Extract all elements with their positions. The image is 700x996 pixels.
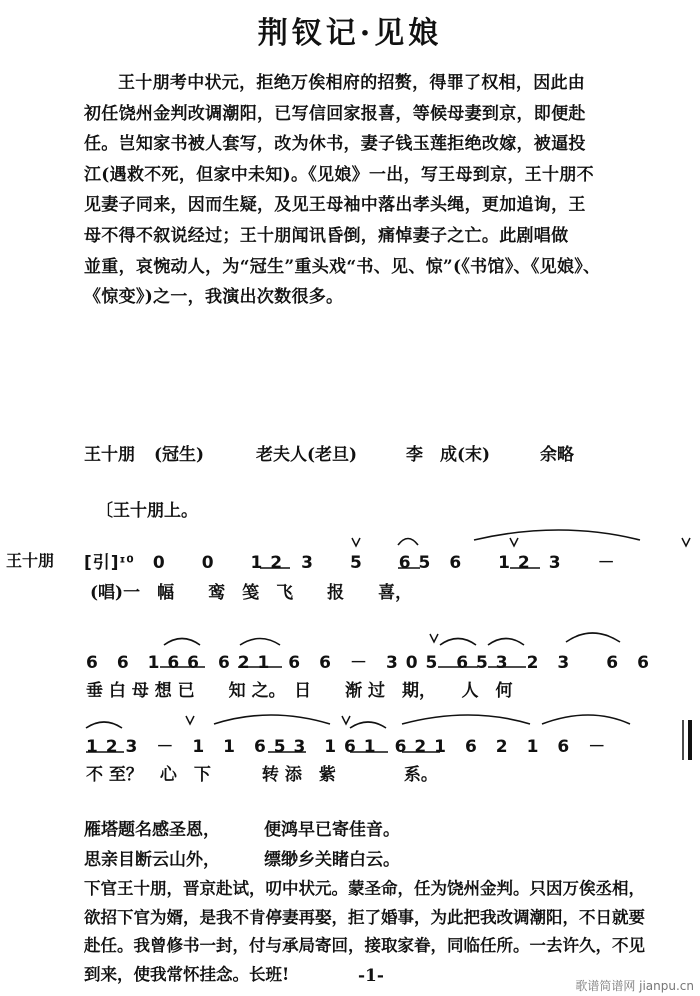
intro-line: 母不得不叙说经过；王十朋闻讯昏倒，痛悼妻子之亡。此剧唱做	[84, 225, 569, 246]
notation-row-3: 1 2 3 － 1 1 6 5 3 1 6 1 6 2 1 6 2 1 6 －	[86, 737, 607, 757]
slur-mark	[240, 639, 280, 646]
prose-block	[84, 875, 696, 989]
page-title: 荆钗记·见娘	[257, 16, 443, 51]
slur-mark	[440, 639, 476, 646]
intro-line: 王十朋考中状元，拒绝万俟相府的招赘，得罪了权相，因此由	[118, 73, 586, 93]
breath-mark	[682, 538, 690, 546]
cast-note: 余略	[540, 445, 574, 465]
page-number: -1-	[358, 966, 384, 986]
slur-mark	[542, 715, 630, 724]
intro-line: 江(遇救不死，但家中未知)。《见娘》一出，写王母到京，王十朋不	[84, 164, 594, 185]
cast-name-laofuren: 老夫人(老旦)	[256, 445, 358, 465]
slur-mark	[86, 722, 122, 728]
slur-mark	[398, 539, 418, 546]
verse-block	[84, 815, 400, 875]
stage-direction: 〔王十朋上。	[96, 501, 198, 521]
lyric-row-3: 不 至？ 心 下 转 添 紫 系。	[86, 765, 438, 785]
verse-line-1	[84, 815, 400, 845]
verse-line-2a: 思亲目断云山外，	[84, 850, 220, 870]
slur-mark	[214, 715, 330, 724]
lyric-row-2: 垂 白 母 想 已 知 之。 日 渐 过 期， 人 何	[86, 681, 513, 701]
notation-row-1: [引]ᶦ⁰ 0 0 1 2 3 5 6 5 6 1 2 3 －	[84, 553, 616, 573]
prose-line: 欲招下官为婿，是我不肯停妻再娶，拒了婚事，为此把我改调潮阳，不日就要	[84, 907, 645, 927]
intro-line: 初任饶州金判改调潮阳，已写信回家报喜，等候母妻到京，即便赴	[84, 103, 586, 124]
prose-line: 到来，使我常怀挂念。长班!	[84, 964, 290, 984]
breath-mark	[186, 716, 194, 724]
verse-line-1a: 雁塔题名感圣恩，	[84, 820, 220, 840]
intro-line: 並重，哀惋动人，为“冠生”重头戏“书、见、惊”(《书馆》、《见娘》、	[84, 256, 601, 277]
slur-mark	[566, 633, 620, 642]
intro-line: 任。岂知家书被人套写，改为休书，妻子钱玉莲拒绝改嫁，被逼投	[84, 134, 586, 155]
breath-mark	[510, 538, 518, 546]
cast-name-licheng: 李 成(末)	[406, 445, 491, 465]
breath-mark	[430, 634, 438, 642]
watermark: 歌谱简谱网 jianpu.cn	[575, 979, 694, 993]
slur-mark	[474, 530, 640, 540]
verse-line-2	[84, 845, 400, 875]
breath-mark	[342, 716, 350, 724]
intro-line: 《惊变》)之一，我演出次数很多。	[84, 287, 344, 308]
slur-mark	[402, 715, 530, 724]
slur-mark	[350, 722, 386, 728]
verse-line-2b: 缥缈乡关睹白云。	[264, 850, 400, 870]
notation-row-2: 6 6 1 6 6 6 2 1 6 6 － 3 0 5 6 5 3 2 3 6 6	[86, 653, 650, 673]
intro-line: 见妻子同来，因而生疑，及见王母袖中落出孝头绳，更加追询，王	[84, 195, 586, 216]
slur-mark	[164, 639, 200, 646]
prose-line: 下官王十朋，晋京赴试，叨中状元。蒙圣命，任为饶州金判。只因万俟丞相，	[84, 879, 645, 898]
cast-name-wang: 王十朋	[84, 445, 135, 465]
verse-line-1b: 便鸿早已寄佳音。	[264, 820, 400, 840]
role-label: 王十朋	[6, 551, 55, 570]
prose-line: 赴任。我曾修书一封，付与承局寄回，接取家眷，同临任所。一去许久，不见	[84, 936, 645, 955]
slur-mark	[488, 639, 524, 646]
breath-mark	[352, 538, 360, 546]
cast-role-wang: (冠生)	[154, 445, 205, 465]
lyric-row-1: (唱)一 幅 鸾 笺 飞 报 喜，	[90, 583, 413, 603]
